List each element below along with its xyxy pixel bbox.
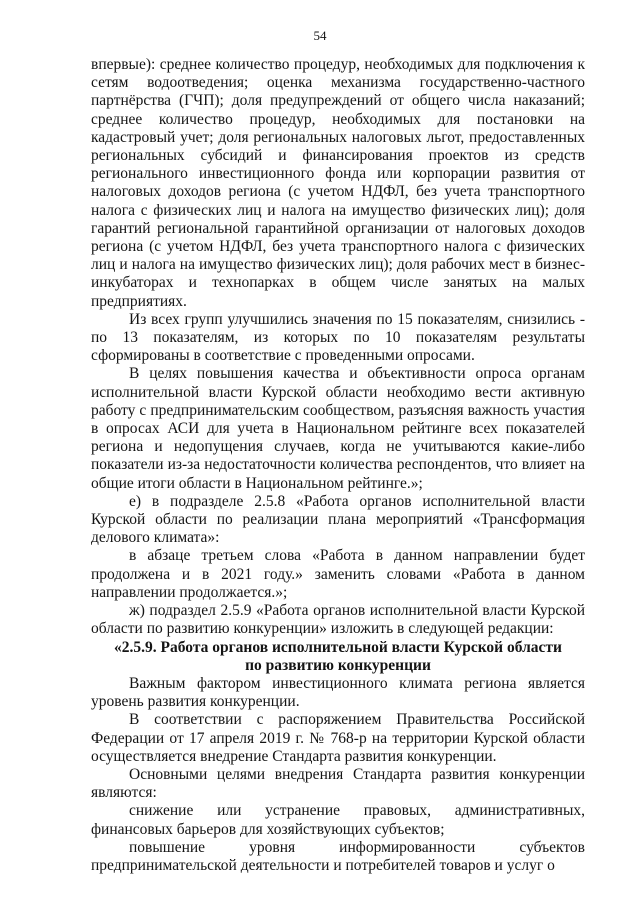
paragraph-item-e: е) в подразделе 2.5.8 «Работа органов исполнительной власти Курской области по реализации плана мероприятий «Трансформация делового климата»: — [91, 492, 585, 547]
paragraph-third-abzac: в абзаце третьем слова «Работа в данном направлении будет продолжена и в 2021 году.» заменить словами «Работа в данном направлении продолжается.»; — [91, 547, 585, 601]
section-heading-line-1: «2.5.9. Работа органов исполнительной власти Курской области — [114, 638, 562, 656]
paragraph-government-order: В соответствии с распоряжением Правительства Российской Федерации от 17 апреля 2019 г. № 768-р на территории Курской области осуществляется внедрение Стандарта развития конкуренции. — [91, 711, 585, 765]
paragraph-item-zh: ж) подраздел 2.5.9 «Работа органов исполнительной власти Курской области по развитию конкуренции» изложить в следующей редакции: — [91, 602, 585, 638]
paragraph-competition-factor: Важным фактором инвестиционного климата региона является уровень развития конкуренции. — [91, 674, 585, 711]
paragraph-main-goals: Основными целями внедрения Стандарта развития конкуренции являются: — [91, 765, 585, 802]
page-number: 54 — [313, 28, 327, 43]
paragraph-indicators-list: впервые): среднее количество процедур, необходимых для подключения к сетям водоотведения; оценка механизма государственно-частного партнёрства (ГЧП); доля предупреждений от общего числа наказаний; среднее количество процедур, необходимых для постановки на кадастровый учет; доля региональных налоговых льгот, предоставленных региональных субсидий и финансирования проектов из средств регионального инвестиционного фонда или корпорации развития от налоговых доходов региона (с учетом НДФЛ, без учета транспортного налога с физических лиц и налога на имущество физических лиц); доля гарантий региональной гарантийной организации от налоговых доходов региона (с учетом НДФЛ, без учета транспортного налога с физических лиц и налога на имущество физических лиц); доля рабочих мест в бизнес-инкубаторах и технопарках в общем числе занятых на малых предприятиях. — [91, 56, 585, 310]
section-heading-line-2: по развитию конкуренции — [245, 656, 431, 674]
paragraph-survey-quality: В целях повышения качества и объективности опроса органам исполнительной власти Курской области необходимо вести активную работу с предпринимательским сообществом, разъясняя важность участия в опросах АСИ для учета в Национальном рейтинге всех показателей региона и недопущения случаев, когда не учитываются какие-либо показатели из-за недостаточности количества респондентов, что влияет на общие итоги области в Национальном рейтинге.»; — [91, 365, 585, 492]
page-body — [91, 56, 585, 875]
paragraph-awareness: повышение уровня информированности субъектов предпринимательской деятельности и потребителей товаров и услуг о — [91, 838, 585, 874]
paragraph-indicator-changes: Из всех групп улучшились значения по 15 показателям, снизились - по 13 показателям, из которых по 10 показателям результаты сформированы в соответствие с проведенными опросами. — [91, 310, 585, 365]
paragraph-barriers: снижение или устранение правовых, административных, финансовых барьеров для хозяйствующих субъектов; — [91, 802, 585, 838]
